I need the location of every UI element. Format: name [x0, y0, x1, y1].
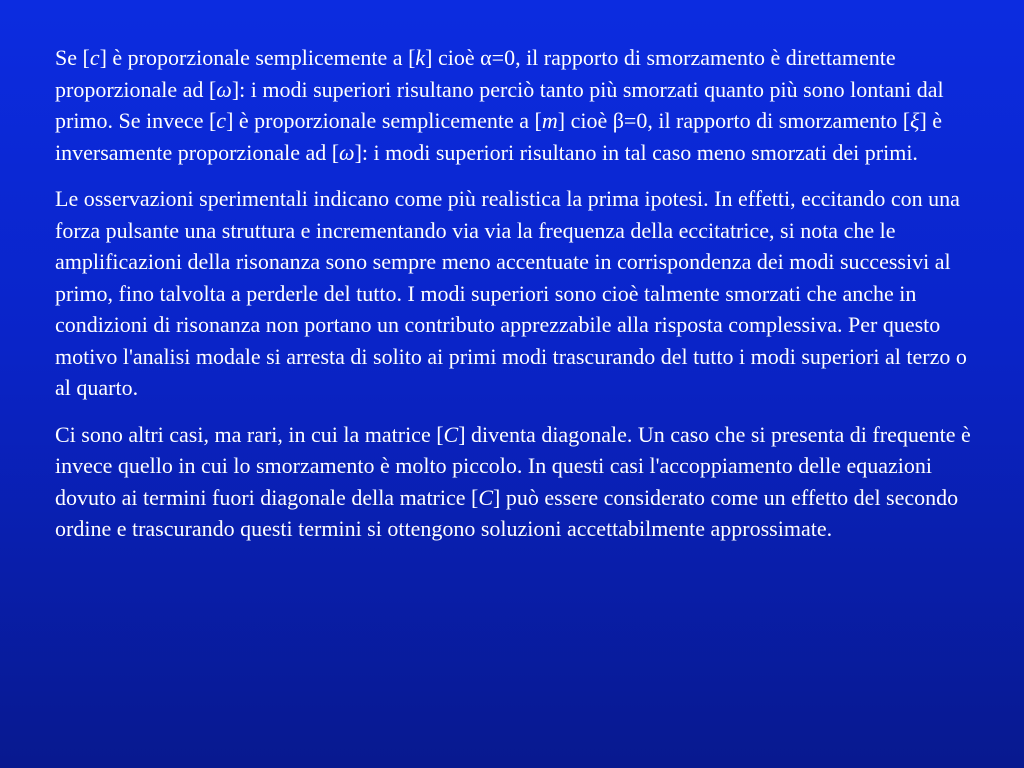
text-run: ] cioè β=0, il rapporto di smorzamento [ — [557, 108, 911, 133]
math-symbol: k — [415, 45, 426, 70]
text-run: ] è inversamente proporzionale ad [ — [55, 108, 943, 165]
paragraph-diagonal-matrix-cases — [55, 419, 975, 545]
math-symbol: C — [443, 421, 459, 447]
text-run: Ci sono altri casi, ma rari, in cui la matrice [ — [55, 421, 444, 447]
math-symbol: ω — [216, 76, 232, 102]
text-run: ] è proporzionale semplicemente a [ — [226, 108, 542, 133]
text-run: Le osservazioni sperimentali indicano come più realistica la prima ipotesi. In effetti, eccitando con una forza pulsante una struttura e incrementando via via la frequenza della eccitatrice, si nota che le amplificazioni della risonanza sono sempre meno accentuate in corrispondenza dei modi successivi al primo, fino talvolta a perderle del tutto. I modi superiori sono cioè talmente smorzati che anche in condizioni di risonanza non portano un contributo apprezzabile alla risposta complessiva. Per questo motivo l'analisi modale si arresta di solito ai primi modi trascurando del tutto i modi superiori al terzo o al quarto. — [55, 186, 967, 400]
text-run: ]: i modi superiori risultano perciò tanto più smorzati quanto più sono lontani dal primo. Se invece [ — [55, 76, 944, 133]
math-symbol: c — [89, 45, 100, 70]
paragraph-experimental-observations — [55, 183, 975, 404]
text-run: ] è proporzionale semplicemente a [ — [99, 45, 416, 70]
math-symbol: m — [541, 108, 558, 133]
slide-body — [55, 42, 975, 560]
math-symbol: C — [478, 484, 494, 510]
paragraph-damping-proportionality — [55, 42, 975, 168]
text-run: ] può essere considerato come un effetto del secondo ordine e trascurando questi termini si ottengono soluzioni accettabilmente approssimate. — [55, 484, 959, 541]
math-symbol: ξ — [910, 108, 920, 133]
text-run: ] cioè α=0, il rapporto di smorzamento è direttamente proporzionale ad [ — [55, 45, 896, 102]
math-symbol: ω — [339, 139, 355, 165]
text-run: ] diventa diagonale. Un caso che si presenta di frequente è invece quello in cui lo smorzamento è molto piccolo. In questi casi l'accoppiamento delle equazioni dovuto ai termini fuori diagonale della matrice [ — [55, 421, 971, 510]
text-run: Se [ — [55, 45, 90, 70]
math-symbol: c — [216, 108, 227, 133]
text-run: ]: i modi superiori risultano in tal caso meno smorzati dei primi. — [354, 139, 918, 165]
